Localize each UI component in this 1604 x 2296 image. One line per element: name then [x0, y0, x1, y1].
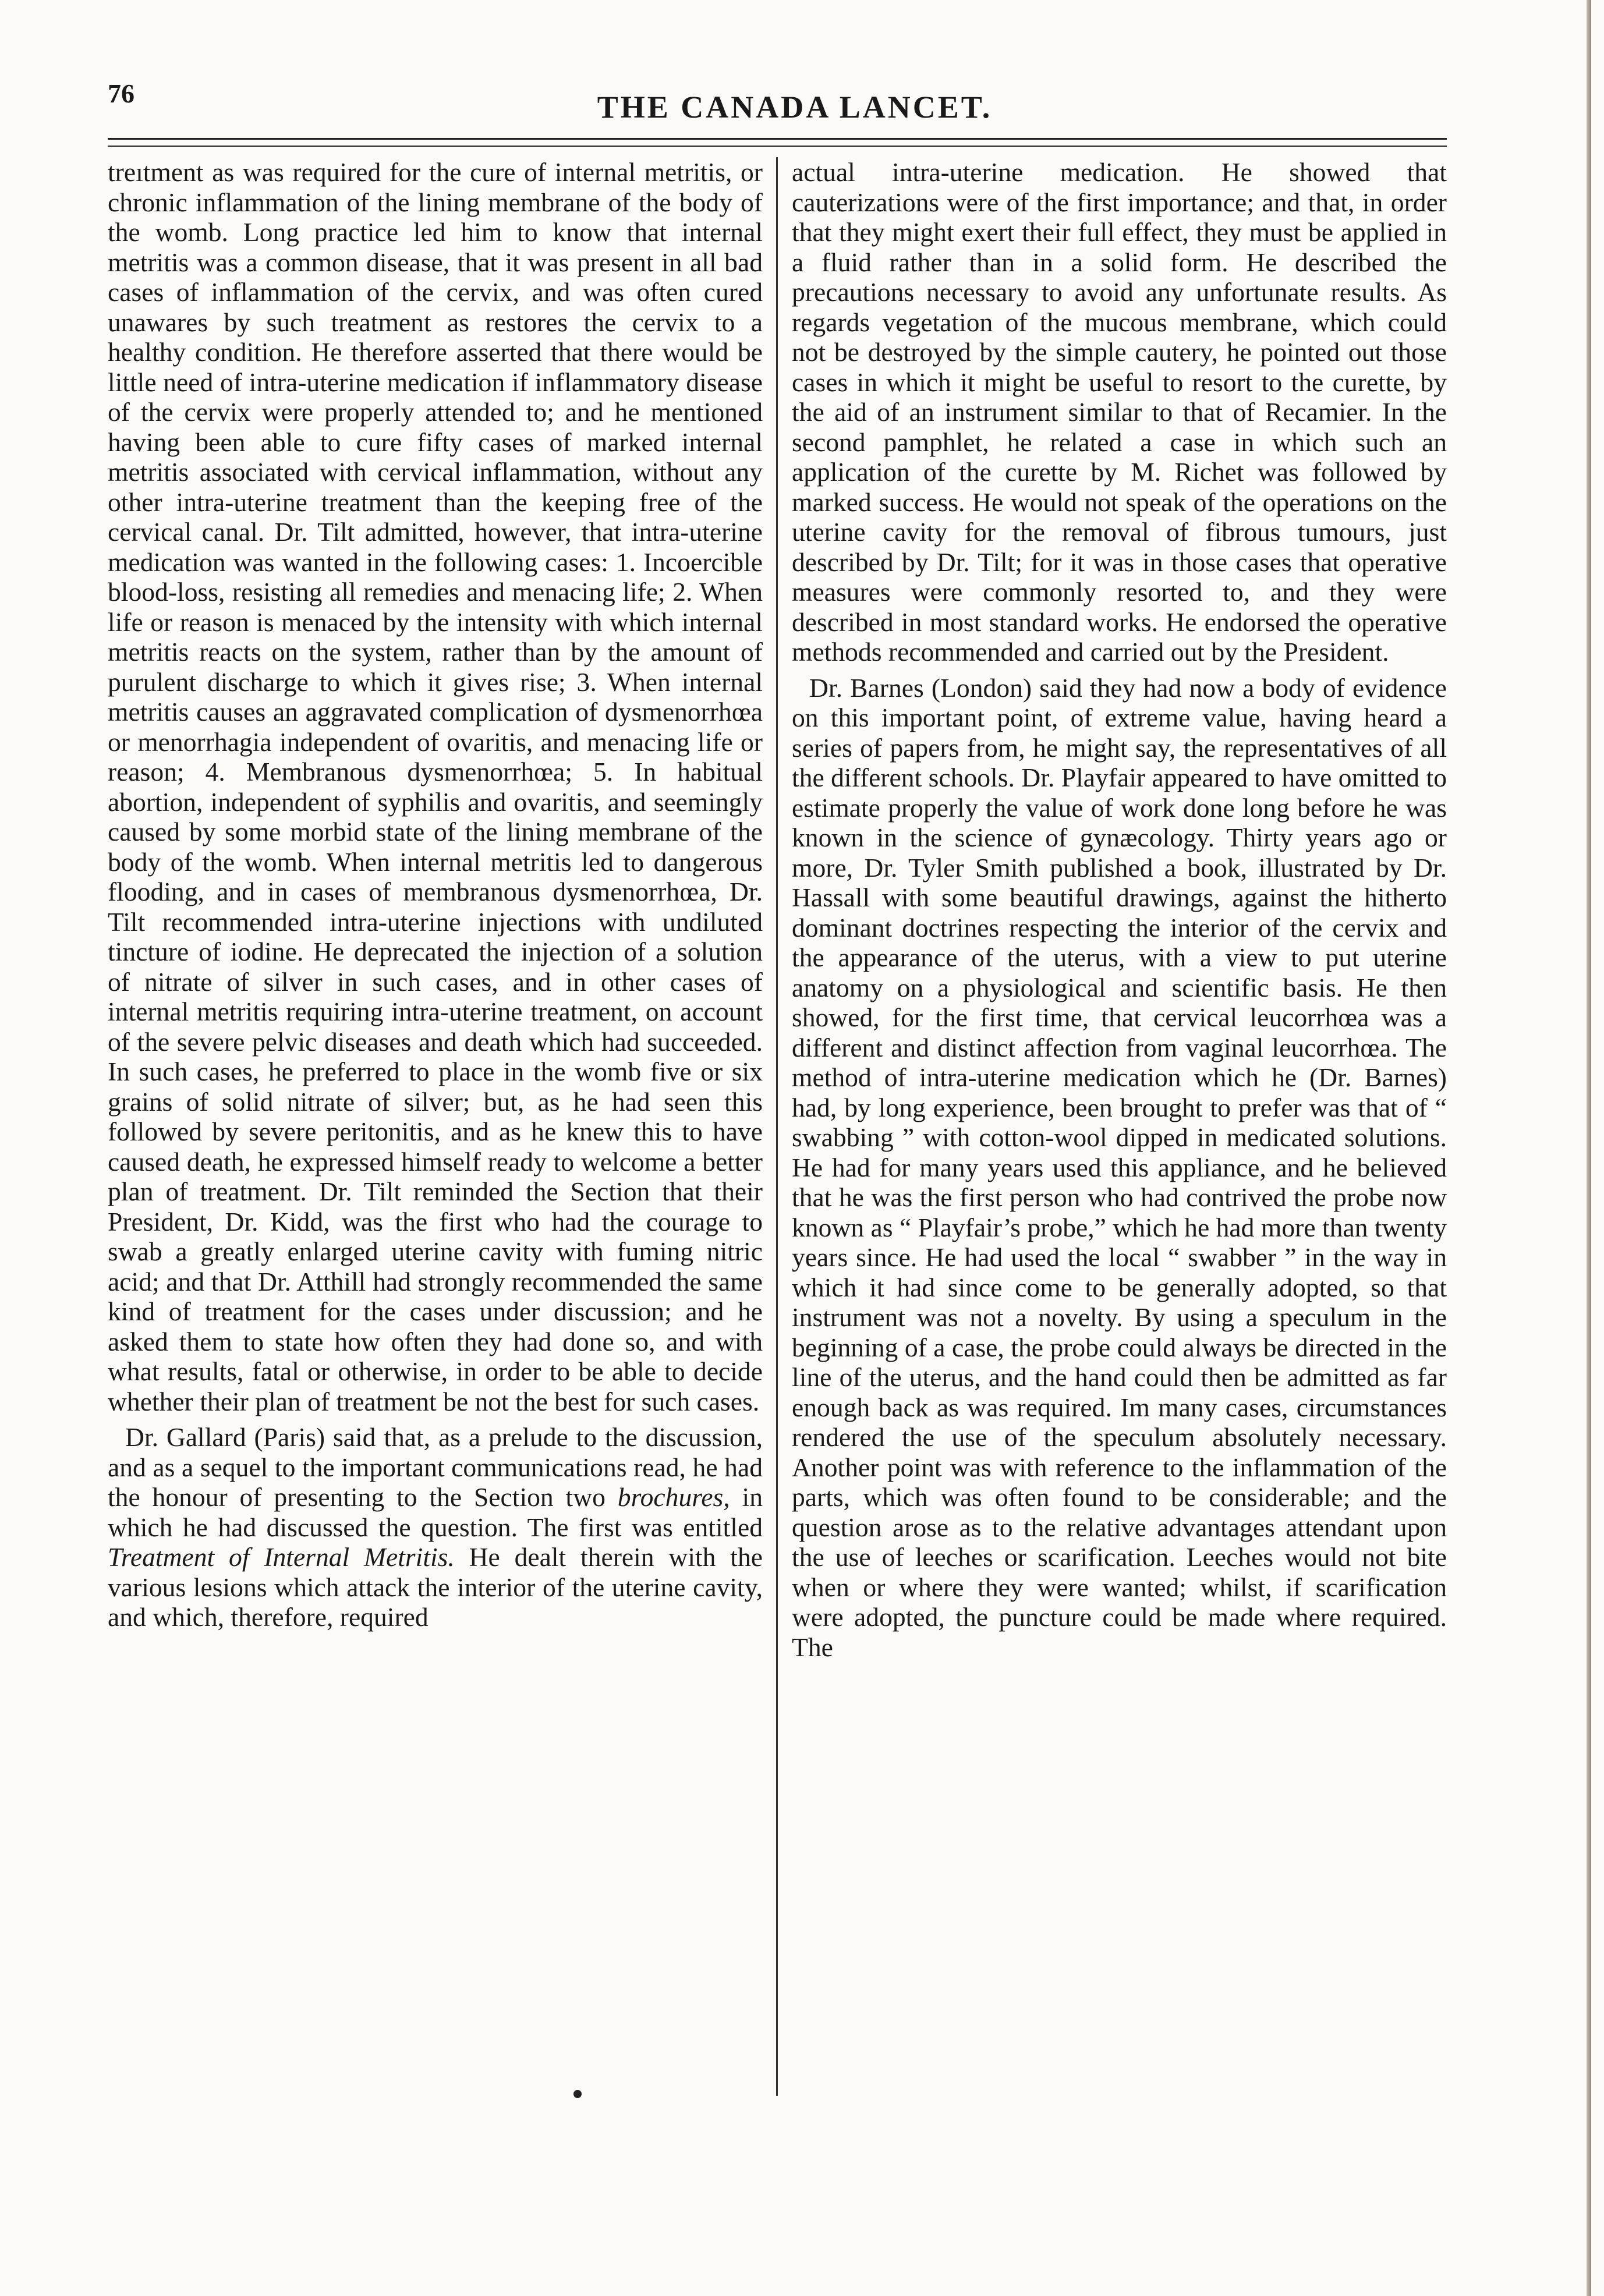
column-divider: [776, 157, 778, 2096]
ink-speck: [573, 2090, 582, 2098]
running-title: THE CANADA LANCET.: [597, 90, 993, 125]
right-column: [792, 157, 1447, 2113]
header-rule: [108, 138, 1447, 147]
right-paragraph-2: Dr. Barnes (London) said they had now a body of evidence on this important point, of extreme value, having heard a series of papers from, he might say, the representatives of all the different schools. Dr. Playfair appeared to have omitted to estimate properly the value of work done long before he was known in the science of gynæcology. Thirty years ago or more, Dr. Tyler Smith published a book, illustrated by Dr. Hassall with some beautiful drawings, against the hitherto dominant doctrines respecting the interior of the cervix and the appearance of the uterus, with a view to put uterine anatomy on a physiological and scientific basis. He then showed, for the first time, that cervical leucorrhœa was a different and distinct affection from vaginal leucorrhœa. The method of intra-uterine medication which he (Dr. Barnes) had, by long experience, been brought to prefer was that of “ swabbing ” with cotton-wool dipped in medicated solutions. He had for many years used this appliance, and he believed that he was the first person who had contrived the probe now known as “ Playfair’s probe,” which he had more than twenty years since. He had used the local “ swabber ” in the way in which it had since come to be generally adopted, so that instrument was not a novelty. By using a speculum in the beginning of a case, the probe could always be directed in the line of the uterus, and the hand could then be admitted as far enough back as was required. Im many cases, circumstances rendered the use of the speculum absolutely necessary. Another point was with reference to the inflammation of the parts, which was often found to be considerable; and the question arose as to the relative advantages attendant upon the use of leeches or scarification. Leeches would not bite when or where they were wanted; whilst, if scarification were adopted, the puncture could be made where required. The: [792, 672, 1447, 1662]
text-columns: [108, 157, 1447, 2113]
text-run: in which he had discussed the question. The first was entitled: [108, 1482, 763, 1542]
italic-term-brochures: brochures,: [617, 1482, 730, 1512]
page-header: [108, 70, 1447, 125]
document-page: [108, 70, 1447, 2224]
page-number: 76: [108, 79, 134, 108]
text-run: He dealt therein with the various lesions which attack the interior of the uterine cavity, and which, therefore, required: [108, 1542, 763, 1632]
left-column: [108, 157, 763, 2113]
left-paragraph-2: [108, 1422, 763, 1632]
right-paragraph-1: actual intra-uterine medication. He showed that cauterizations were of the first importance; and that, in order that they might exert their full effect, they must be applied in a fluid rather than in a solid form. He described the precautions necessary to avoid any unfortunate results. As regards vegetation of the mucous membrane, which could not be destroyed by the simple cautery, he pointed out those cases in which it might be useful to resort to the curette, by the aid of an instrument similar to that of Recamier. In the second pamphlet, he related a case in which such an application of the curette by M. Richet was followed by marked success. He would not speak of the operations on the uterine cavity for the removal of fibrous tumours, just described by Dr. Tilt; for it was in those cases that operative measures were commonly resorted to, and they were described in most standard works. He endorsed the operative methods recommended and carried out by the President.: [792, 157, 1447, 667]
text-run: Dr. Gallard (Paris) said that, as a prelude to the discussion, and as a sequel to the important communications read, he had the honour of presenting to the Section two: [108, 1422, 763, 1512]
page-edge-shadow: [1587, 0, 1591, 2296]
italic-title-treatment: Treatment of Internal Metritis.: [108, 1542, 455, 1572]
left-paragraph-1: treıtment as was required for the cure of internal metritis, or chronic inflammation of the lining membrane of the body of the womb. Long practice led him to know that internal metritis was a common disease, that it was present in all bad cases of inflammation of the cervix, and was often cured unawares by such treatment as restores the cervix to a healthy condition. He therefore asserted that there would be little need of intra-uterine medication if inflammatory disease of the cervix were properly attended to; and he mentioned having been able to cure fifty cases of marked internal metritis associated with cervical inflammation, without any other intra-uterine treatment than the keeping free of the cervical canal. Dr. Tilt admitted, however, that intra-uterine medication was wanted in the following cases: 1. Incoercible blood-loss, resisting all remedies and menacing life; 2. When life or reason is menaced by the intensity with which internal metritis reacts on the system, rather than by the amount of purulent discharge to which it gives rise; 3. When internal metritis causes an aggravated complication of dysmenorrhœa or menorrhagia independent of ovaritis, and menacing life or reason; 4. Membranous dysmenorrhœa; 5. In habitual abortion, independent of syphilis and ovaritis, and seemingly caused by some morbid state of the lining membrane of the body of the womb. When internal metritis led to dangerous flooding, and in cases of membranous dysmenorrhœa, Dr. Tilt recommended intra-uterine injections with undiluted tincture of iodine. He deprecated the injection of a solution of nitrate of silver in such cases, and in other cases of internal metritis requiring intra-uterine treatment, on account of the severe pelvic diseases and death which had succeeded. In such cases, he preferred to place in the womb five or six grains of solid nitrate of silver; but, as he had seen this followed by severe peritonitis, and as he knew this to have caused death, he expressed himself ready to welcome a better plan of treatment. Dr. Tilt reminded the Section that their President, Dr. Kidd, was the first who had the courage to swab a greatly enlarged uterine cavity with fuming nitric acid; and that Dr. Atthill had strongly recommended the same kind of treatment for the cases under discussion; and he asked them to state how often they had done so, and with what results, fatal or otherwise, in order to be able to decide whether their plan of treatment be not the best for such cases.: [108, 157, 763, 1416]
